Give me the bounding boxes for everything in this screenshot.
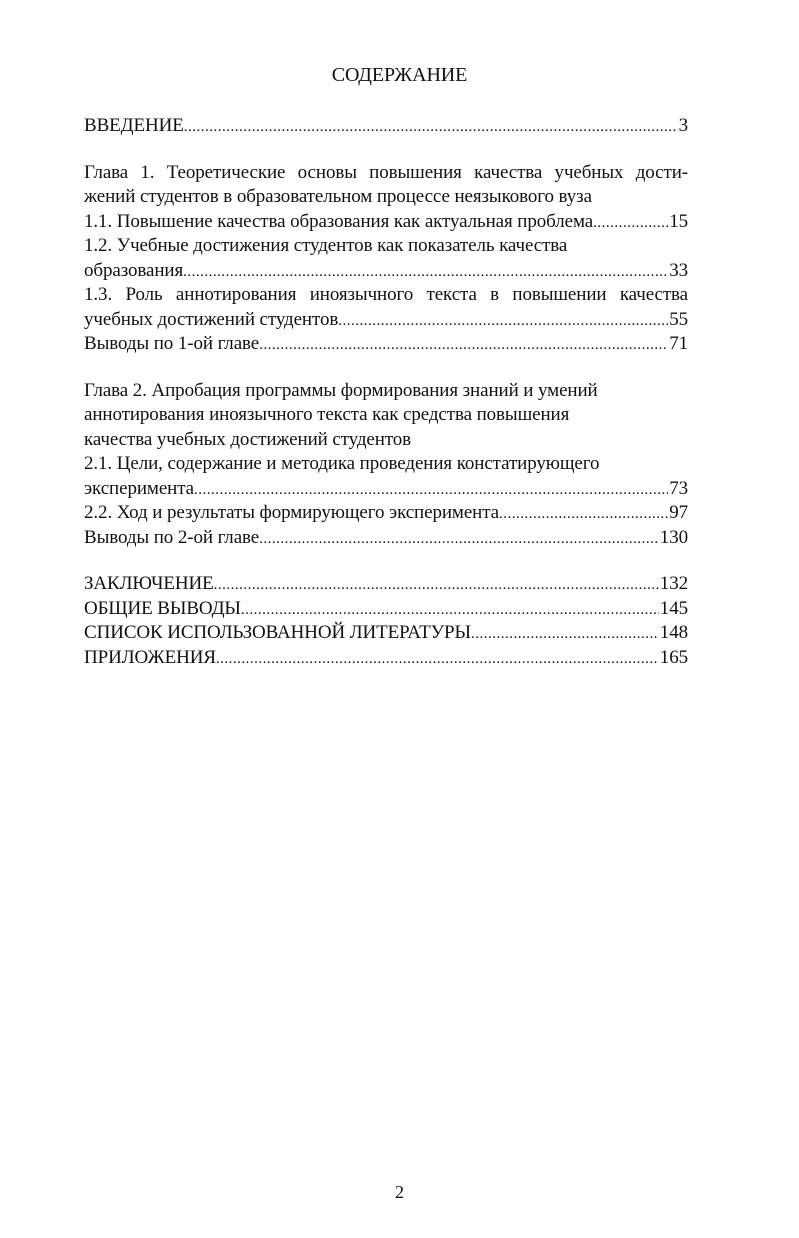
leader-dots bbox=[259, 333, 668, 357]
toc-entry-page: 145 bbox=[659, 597, 688, 619]
chapter1-heading-line1: Глава 1. Теоретические основы повышения качества учебных дости- bbox=[84, 161, 688, 183]
leader-dots bbox=[241, 598, 659, 622]
chapter2-heading-line1: Глава 2. Апробация программы формирования знаний и умений bbox=[84, 379, 598, 401]
toc-entry-references bbox=[84, 621, 688, 646]
toc-entry-page: 55 bbox=[669, 308, 688, 330]
leader-dots bbox=[471, 622, 659, 646]
toc-entry-page: 132 bbox=[659, 573, 688, 594]
toc-entry-page: 165 bbox=[659, 646, 688, 668]
leader-dots bbox=[216, 647, 659, 671]
toc-entry-page: 71 bbox=[669, 333, 688, 354]
leader-dots bbox=[593, 211, 668, 235]
leader-dots bbox=[184, 115, 678, 139]
toc-entry-2-1 bbox=[84, 477, 688, 502]
leader-dots bbox=[259, 527, 659, 551]
spacer bbox=[84, 139, 688, 161]
toc-entry-label: 1.1. Повышение качества образования как актуальная проблема bbox=[84, 210, 594, 232]
toc-entry-page: 33 bbox=[669, 259, 688, 281]
toc-entry-general-findings bbox=[84, 597, 688, 622]
chapter1-heading-line2: жений студентов в образовательном процессе неязыкового вуза bbox=[84, 186, 592, 207]
toc-entry-1-2-line1: 1.2. Учебные достижения студентов как показатель качества bbox=[84, 235, 568, 256]
toc-entry-1-3-line1: 1.3. Роль аннотирования иноязычного текста в повышении качества bbox=[84, 284, 688, 305]
chapter2-heading-line3: качества учебных достижений студентов bbox=[84, 428, 412, 450]
table-of-contents bbox=[84, 114, 688, 670]
toc-entry-label: ЗАКЛЮЧЕНИЕ bbox=[84, 573, 214, 594]
toc-entry-2-2 bbox=[84, 501, 688, 526]
toc-entry-label: учебных достижений студентов bbox=[84, 308, 339, 330]
page-number: 2 bbox=[395, 1182, 404, 1202]
page-title: СОДЕРЖАНИЕ bbox=[331, 64, 468, 86]
leader-dots bbox=[183, 260, 668, 284]
leader-dots bbox=[499, 502, 668, 526]
toc-entry-chapter1-conclusions bbox=[84, 332, 688, 357]
toc-entry-page: 15 bbox=[669, 210, 688, 232]
toc-entry-chapter2-conclusions bbox=[84, 526, 688, 551]
toc-entry-page: 148 bbox=[659, 622, 688, 643]
spacer bbox=[84, 357, 688, 379]
toc-entry-1-1 bbox=[84, 210, 688, 235]
chapter2-heading-line2: аннотирования иноязычного текста как средства повышения bbox=[84, 404, 570, 425]
toc-entry-label: Выводы по 1-ой главе bbox=[84, 333, 260, 354]
toc-entry-label: ПРИЛОЖЕНИЯ bbox=[84, 646, 216, 668]
toc-entry-page: 97 bbox=[669, 502, 688, 523]
toc-entry-label: ОБЩИЕ ВЫВОДЫ bbox=[84, 597, 241, 619]
toc-entry-appendices bbox=[84, 646, 688, 671]
toc-entry-label: Выводы по 2-ой главе bbox=[84, 526, 260, 548]
leader-dots bbox=[214, 573, 659, 597]
toc-entry-label: образования bbox=[84, 259, 184, 281]
leader-dots bbox=[338, 309, 668, 333]
leader-dots bbox=[194, 478, 668, 502]
toc-entry-2-1-line1: 2.1. Цели, содержание и методика проведения констатирующего bbox=[84, 453, 600, 474]
toc-entry-label: эксперимента bbox=[84, 477, 195, 499]
toc-entry-page: 3 bbox=[678, 115, 688, 136]
toc-entry-1-2 bbox=[84, 259, 688, 284]
toc-entry-page: 130 bbox=[659, 526, 688, 548]
toc-entry-label: СПИСОК ИСПОЛЬЗОВАННОЙ ЛИТЕРАТУРЫ bbox=[84, 622, 471, 643]
toc-entry-conclusion bbox=[84, 572, 688, 597]
spacer bbox=[84, 550, 688, 572]
toc-entry-label: 2.2. Ход и результаты формирующего эксперимента bbox=[84, 502, 500, 523]
toc-entry-1-3 bbox=[84, 308, 688, 333]
toc-entry-page: 73 bbox=[669, 477, 688, 499]
toc-entry-label: ВВЕДЕНИЕ bbox=[84, 115, 184, 136]
toc-entry-introduction bbox=[84, 114, 688, 139]
